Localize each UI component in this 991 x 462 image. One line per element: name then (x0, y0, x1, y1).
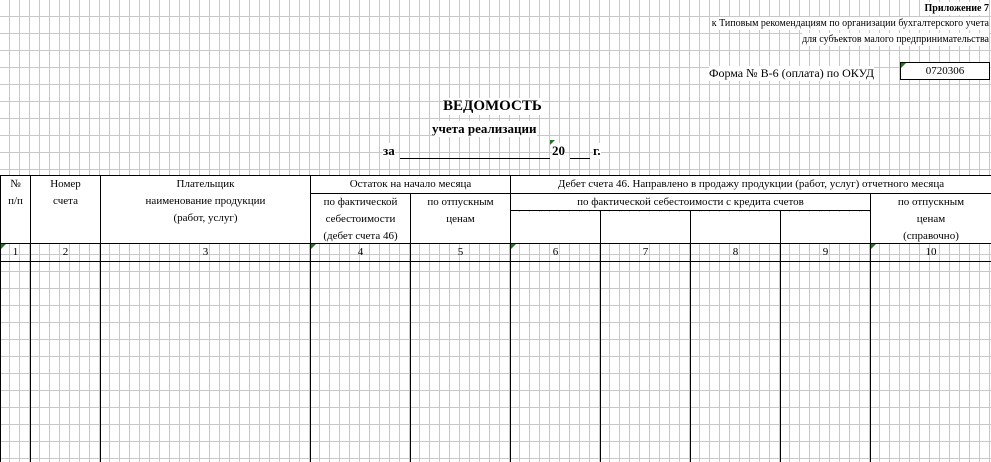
comment-marker (550, 140, 555, 145)
col5-line1: по отпускным (427, 196, 494, 208)
col-number-1: 1 (12, 246, 19, 258)
col-border (600, 210, 601, 462)
header-col-2 (31, 176, 100, 244)
col-border (510, 175, 511, 462)
comment-marker (871, 244, 876, 249)
col-number-8: 8 (732, 246, 739, 258)
number-row-bottom-border (0, 261, 991, 262)
col-number-7: 7 (642, 246, 649, 258)
header-col-3 (101, 176, 310, 244)
col-border (30, 175, 31, 462)
col-number-6: 6 (552, 246, 559, 258)
document-subtitle: учета реализации (432, 121, 537, 136)
comment-marker (901, 63, 906, 68)
recommendation-line-2: для субъектов малого предпринимательства (802, 34, 989, 45)
header-col-7 (601, 212, 690, 244)
col-number-5: 5 (457, 246, 464, 258)
col3-line1: Плательщик (176, 178, 235, 190)
col-number-4: 4 (357, 246, 364, 258)
period-za-label: за (383, 143, 395, 158)
appendix-label: Приложение 7 (924, 3, 989, 14)
header-col-5 (411, 194, 510, 244)
year-underline (570, 158, 590, 159)
header-col-10 (871, 194, 991, 244)
col-number-10: 10 (925, 246, 937, 258)
col-border (310, 175, 311, 462)
debit-sub-border (510, 193, 991, 194)
okud-code-field[interactable]: 0720306 (900, 62, 990, 80)
period-month-underline (400, 158, 550, 159)
col-number-9: 9 (822, 246, 829, 258)
header-group-debit: Дебет счета 46. Направлено в продажу продукции (работ, услуг) отчетного месяца (511, 176, 991, 193)
col10-line1: по отпускным (897, 196, 965, 208)
col4-line2: себестоимости (325, 213, 396, 225)
comment-marker (311, 244, 316, 249)
recommendation-line-1: к Типовым рекомендациям по организации бухгалтерского учета (711, 18, 989, 29)
number-row-top-border (0, 243, 991, 244)
year-prefix: 20 (552, 143, 565, 158)
col-border (870, 193, 871, 462)
comment-marker (1, 244, 6, 249)
year-suffix: г. (593, 143, 601, 158)
col4-line1: по фактической (323, 196, 398, 208)
col-border (100, 175, 101, 462)
table-top-border (0, 175, 991, 176)
col-border (780, 210, 781, 462)
document-title: ВЕДОМОСТЬ (443, 98, 542, 114)
comment-marker (511, 244, 516, 249)
col5-line2: ценам (446, 213, 475, 225)
col3-line3: (работ, услуг) (173, 212, 238, 224)
header-col-4 (311, 194, 410, 244)
header-col-6 (511, 212, 600, 244)
col3-line2: наименование продукции (145, 195, 266, 207)
col-number-3: 3 (202, 246, 209, 258)
header-col-8 (691, 212, 780, 244)
col1-line2: п/п (8, 195, 23, 207)
header-col-9 (781, 212, 870, 244)
col2-line2: счета (53, 195, 78, 207)
col1-line1: № (10, 178, 21, 190)
col4-line3: (дебет счета 46) (323, 230, 398, 242)
col10-line2: ценам (916, 213, 946, 225)
col-border (0, 175, 1, 462)
col2-line1: Номер (50, 178, 81, 190)
col10-line3: (справочно) (903, 230, 959, 242)
col-border (410, 193, 411, 462)
header-group-balance: Остаток на начало месяца (311, 176, 510, 193)
col-number-2: 2 (62, 246, 69, 258)
form-label: Форма № В-6 (оплата) по ОКУД (709, 66, 875, 80)
header-group-fact: по фактической себестоимости с кредита счетов (511, 194, 870, 211)
header-col-1 (1, 176, 30, 244)
col-border (690, 210, 691, 462)
